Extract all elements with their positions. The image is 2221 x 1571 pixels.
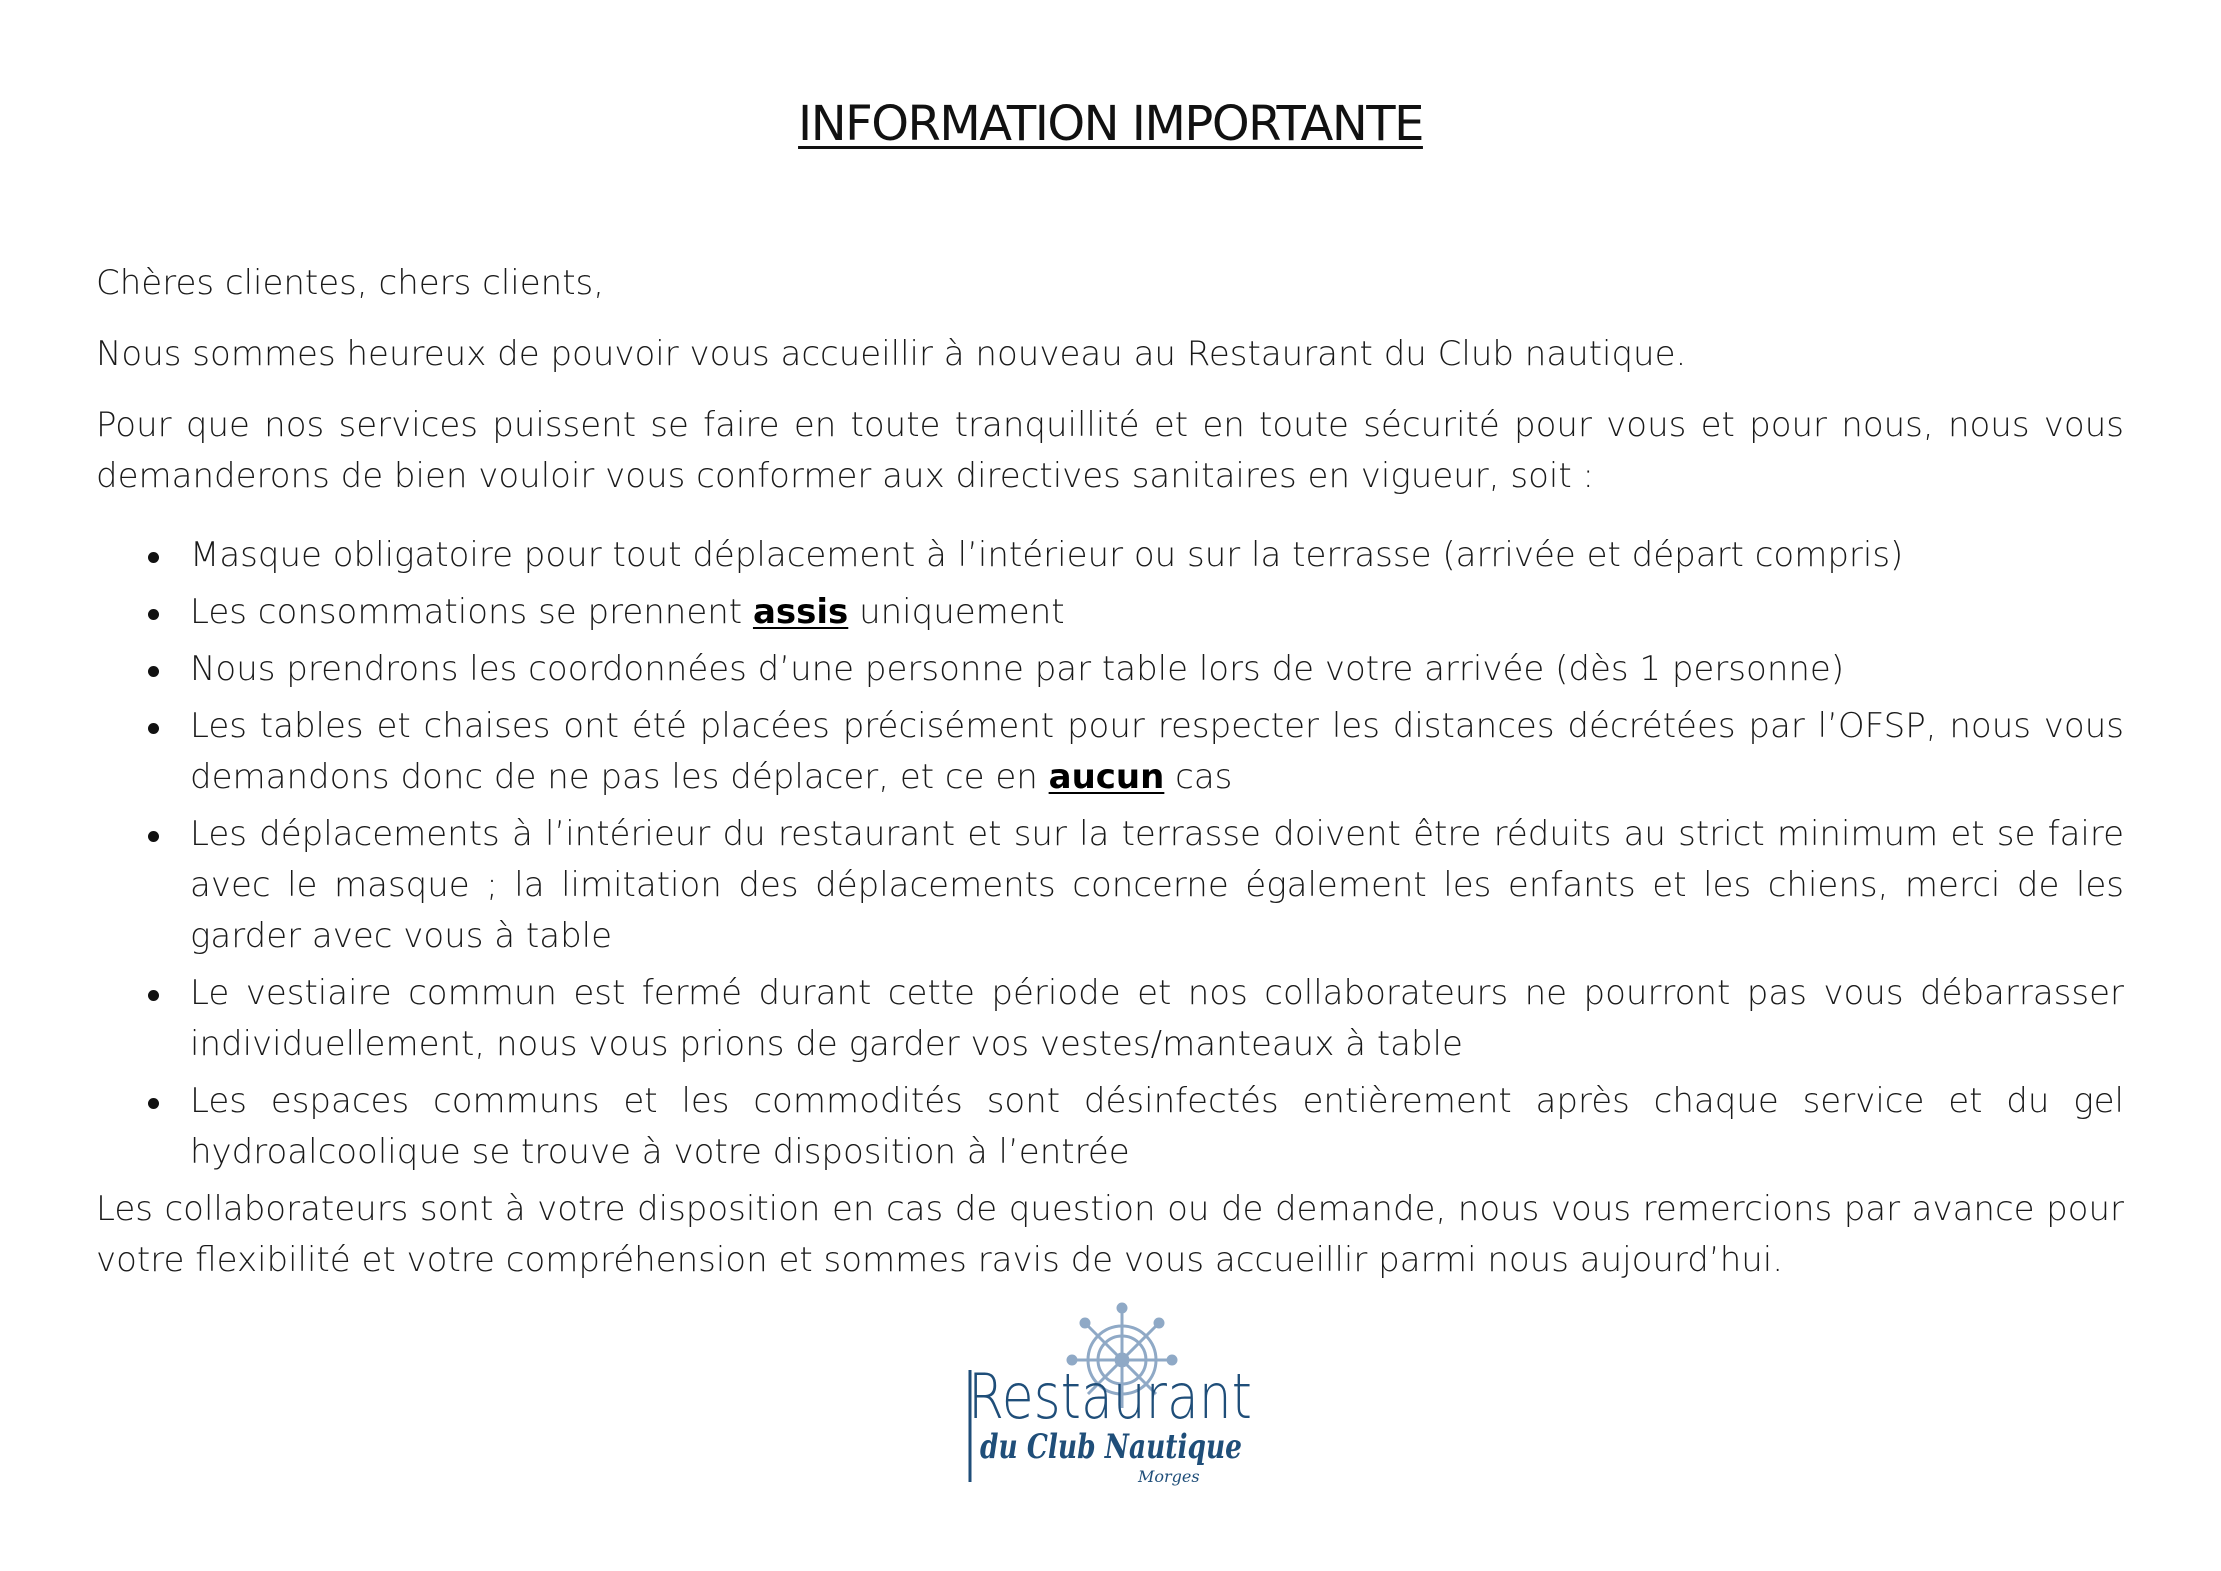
- rule-text: Les tables et chaises ont été placées précisément pour respecter les distances décrétées par l’OFSP, nous vous demandons donc de ne pas les déplacer, et ce en: [190, 706, 2124, 797]
- bullet-icon: [148, 990, 159, 1001]
- rule-emphasis: assis: [752, 592, 849, 632]
- bullet-icon: [148, 723, 159, 734]
- rule-text: Masque obligatoire pour tout déplacement à l’intérieur ou sur la terrasse (arrivée et départ compris): [190, 535, 1904, 575]
- bullet-icon: [148, 609, 159, 620]
- list-item: [96, 701, 2124, 803]
- list-item: [96, 1076, 2124, 1178]
- restaurant-logo: [960, 1300, 1260, 1500]
- logo-place: Morges: [1138, 1467, 1200, 1486]
- rules-list: [96, 530, 2124, 1178]
- rule-emphasis: aucun: [1048, 757, 1165, 797]
- logo-word: Restaurant: [968, 1360, 1252, 1433]
- rule-text: Le vestiaire commun est fermé durant cette période et nos collaborateurs ne pourront pas vous débarrasser individuellement, nous vous prions de garder vos vestes/manteaux à table: [190, 973, 2124, 1064]
- intro-paragraph: Nous sommes heureux de pouvoir vous accueillir à nouveau au Restaurant du Club nautique.: [96, 334, 1687, 374]
- list-item: [96, 968, 2124, 1070]
- closing-paragraph: Les collaborateurs sont à votre disposition en cas de question ou de demande, nous vous remercions par avance pour votre flexibilité et votre compréhension et sommes ravis de vous accueillir parmi nous aujourd’hui.: [96, 1189, 2124, 1280]
- bullet-icon: [148, 666, 159, 677]
- logo-graphic: [960, 1300, 1260, 1500]
- rule-text-after: cas: [1164, 757, 1233, 797]
- list-item: [96, 809, 2124, 962]
- rule-text: Les espaces communs et les commodités sont désinfectés entièrement après chaque service et du gel hydroalcoolique se trouve à votre disposition à l’entrée: [190, 1081, 2124, 1172]
- rule-text: Nous prendrons les coordonnées d’une personne par table lors de votre arrivée (dès 1 personne): [190, 649, 1845, 689]
- rule-text: Les déplacements à l’intérieur du restaurant et sur la terrasse doivent être réduits au strict minimum et se faire avec le masque ; la limitation des déplacements concerne également les enfants et les chiens, merci de les garder avec vous à table: [190, 814, 2124, 956]
- page-title: INFORMATION IMPORTANTE: [798, 96, 1423, 152]
- greeting: Chères clientes, chers clients,: [96, 263, 605, 303]
- logo-subtitle: du Club Nautique: [980, 1427, 1242, 1467]
- directive-paragraph: Pour que nos services puissent se faire en toute tranquillité et en toute sécurité pour vous et pour nous, nous vous demanderons de bien vouloir vous conformer aux directives sanitaires en vigueur, soit :: [96, 405, 2124, 496]
- bullet-icon: [148, 552, 159, 563]
- rule-text-after: uniquement: [848, 592, 1065, 632]
- list-item: [96, 587, 2124, 638]
- document-body: [96, 258, 2124, 1286]
- bullet-icon: [148, 831, 159, 842]
- rule-text: Les consommations se prennent: [190, 592, 753, 632]
- list-item: [96, 530, 2124, 581]
- bullet-icon: [148, 1098, 159, 1109]
- list-item: [96, 644, 2124, 695]
